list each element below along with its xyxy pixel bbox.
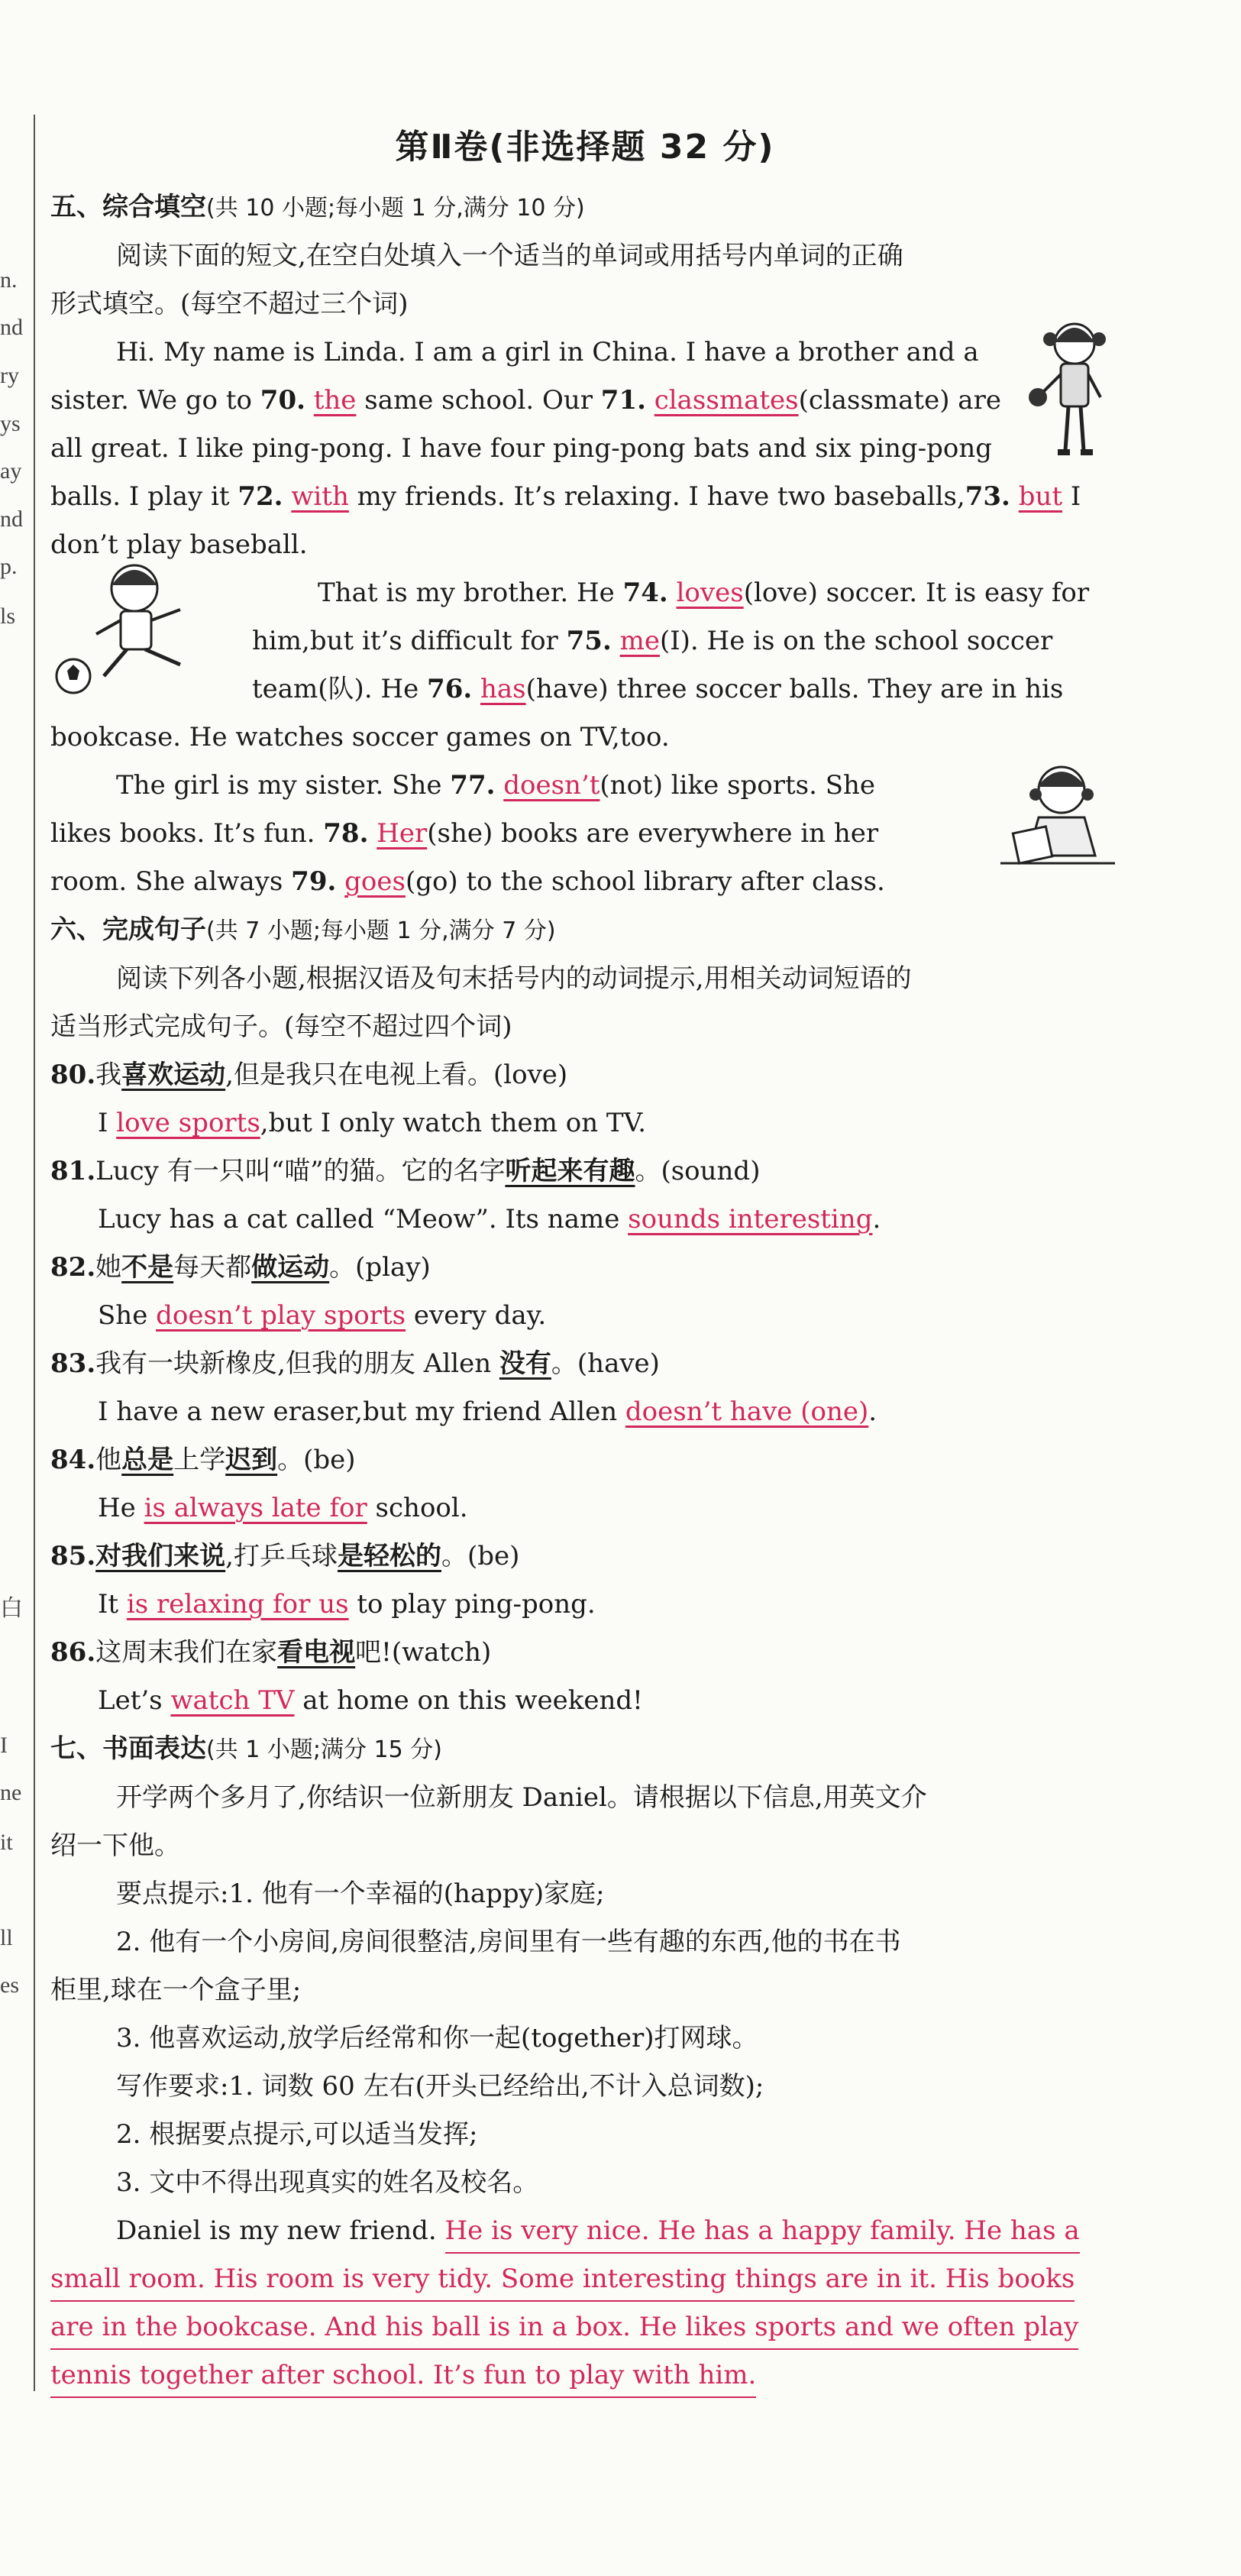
answer-80: love sports <box>116 1108 260 1138</box>
margin-fragment: nd <box>0 315 23 340</box>
essay-line <box>50 2303 1120 2351</box>
essay-line: Daniel is my new friend. He is very nice. He has a happy family. He has a <box>50 2207 1120 2255</box>
margin-fragment: ls <box>0 604 16 629</box>
question-86-answer-line: Let’s watch TV at home on this weekend! <box>98 1685 643 1716</box>
section-5-instruction: 形式填空。(每空不超过三个词) <box>50 289 409 319</box>
essay-line <box>50 2255 1120 2303</box>
section-6-instruction: 阅读下列各小题,根据汉语及句末括号内的动词提示,用相关动词短语的 <box>116 963 912 994</box>
answer-74: loves <box>676 578 744 608</box>
question-83-answer-line: I have a new eraser,but my friend Allen doesn’t have (one). <box>98 1396 877 1427</box>
answer-70: the <box>313 385 357 416</box>
answer-72: with <box>291 481 349 512</box>
question-83-prompt: 83.我有一块新橡皮,但我的朋友 Allen 没有。(have) <box>50 1348 660 1379</box>
answer-86: watch TV <box>170 1685 295 1716</box>
margin-fragment: ys <box>0 411 21 436</box>
answer-81: sounds interesting <box>628 1204 873 1235</box>
section-7-intro: 开学两个多月了,你结识一位新朋友 Daniel。请根据以下信息,用英文介 <box>116 1782 927 1813</box>
margin-fragment: ll <box>0 1925 13 1950</box>
margin-fragment: ne <box>0 1780 22 1805</box>
margin-fragment: ry <box>0 363 19 388</box>
margin-fragment: n. <box>0 267 18 293</box>
essay-answer: He is very nice. He has a happy family. He has a <box>445 2209 1080 2254</box>
section-7-intro: 绍一下他。 <box>50 1830 180 1861</box>
margin-fragment: 白 <box>0 1596 23 1621</box>
writing-requirement: 写作要求:1. 词数 60 左右(开头已经给出,不计入总词数); <box>116 2071 764 2102</box>
section-6-instruction: 适当形式完成句子。(每空不超过四个词) <box>50 1011 512 1042</box>
question-82-prompt: 82.她不是每天都做运动。(play) <box>50 1252 431 1283</box>
essay-answer: are in the bookcase. And his ball is in a box. He likes sports and we often play <box>50 2306 1078 2350</box>
section-5-instruction: 阅读下面的短文,在空白处填入一个适当的单词或用括号内单词的正确 <box>116 241 903 271</box>
essay-answer: tennis together after school. It’s fun to play with him. <box>50 2354 756 2398</box>
section-7-heading: 七、书面表达(共 1 小题;满分 15 分) <box>50 1733 442 1764</box>
answer-82: doesn’t play sports <box>156 1300 406 1331</box>
question-80-answer-line: I love sports,but I only watch them on TV. <box>98 1108 646 1138</box>
margin-fragment: es <box>0 1972 19 1998</box>
writing-requirement: 3. 文中不得出现真实的姓名及校名。 <box>116 2167 539 2198</box>
writing-point: 柜里,球在一个盒子里; <box>50 1975 302 2005</box>
answer-77: doesn’t <box>503 770 600 801</box>
margin-fragment: nd <box>0 506 23 532</box>
margin-fragment: p. <box>0 554 18 579</box>
passage-line: him,but it’s difficult for 75. me(I). He is on the school soccer <box>252 626 1053 656</box>
answer-71: classmates <box>654 385 799 416</box>
question-84-answer-line: He is always late for school. <box>98 1493 468 1523</box>
answer-76: has <box>480 674 526 704</box>
passage-line: all great. I like ping-pong. I have four ping-pong bats and six ping-pong <box>50 433 993 464</box>
passage-line: The girl is my sister. She 77. doesn’t(not) like sports. She <box>116 770 876 801</box>
passage-line: balls. I play it 72. with my friends. It’s relaxing. I have two baseballs,73. but I <box>50 481 1081 512</box>
writing-point: 3. 他喜欢运动,放学后经常和你一起(together)打网球。 <box>116 2023 758 2053</box>
question-81-prompt: 81.Lucy 有一只叫“喵”的猫。它的名字听起来有趣。(sound) <box>50 1156 761 1186</box>
passage-line: likes books. It’s fun. 78. Her(she) books are everywhere in her <box>50 818 879 849</box>
answer-84: is always late for <box>144 1493 367 1523</box>
answer-75: me <box>619 626 660 656</box>
passage-line: don’t play baseball. <box>50 529 308 560</box>
margin-fragment: I <box>0 1733 8 1758</box>
writing-requirement: 2. 根据要点提示,可以适当发挥; <box>116 2119 478 2150</box>
answer-85: is relaxing for us <box>126 1589 349 1620</box>
question-85-answer-line: It is relaxing for us to play ping-pong. <box>98 1589 596 1620</box>
margin-fragment: it <box>0 1830 13 1855</box>
passage-line: bookcase. He watches soccer games on TV,too. <box>50 722 670 752</box>
writing-point: 2. 他有一个小房间,房间很整洁,房间里有一些有趣的东西,他的书在书 <box>116 1927 901 1957</box>
essay-answer: small room. His room is very tidy. Some interesting things are in it. His books <box>50 2257 1075 2302</box>
section-5-heading: 五、综合填空(共 10 小题;每小题 1 分,满分 10 分) <box>50 192 585 222</box>
passage-line: team(队). He 76. has(have) three soccer balls. They are in his <box>252 674 1064 704</box>
passage-line: sister. We go to 70. the same school. Our 71. classmates(classmate) are <box>50 385 1001 416</box>
passage-line: room. She always 79. goes(go) to the school library after class. <box>50 866 885 897</box>
question-86-prompt: 86.这周末我们在家看电视吧!(watch) <box>50 1637 492 1668</box>
question-85-prompt: 85.对我们来说,打乒乓球是轻松的。(be) <box>50 1541 520 1571</box>
passage-line: Hi. My name is Linda. I am a girl in China. I have a brother and a <box>116 337 979 367</box>
part-title: 第Ⅱ卷(非选择题 32 分) <box>395 128 775 167</box>
answer-73: but <box>1018 481 1063 512</box>
question-81-answer-line: Lucy has a cat called “Meow”. Its name sounds interesting. <box>98 1204 881 1235</box>
passage-line: That is my brother. He 74. loves(love) soccer. It is easy for <box>318 578 1090 608</box>
page-content <box>50 115 1120 2400</box>
question-84-prompt: 84.他总是上学迟到。(be) <box>50 1445 356 1475</box>
question-82-answer-line: She doesn’t play sports every day. <box>98 1300 547 1331</box>
answer-79: goes <box>344 866 406 897</box>
answer-83: doesn’t have (one) <box>625 1396 869 1427</box>
question-80-prompt: 80.我喜欢运动,但是我只在电视上看。(love) <box>50 1060 568 1090</box>
margin-fragment: ay <box>0 458 22 484</box>
answer-78: Her <box>377 818 428 849</box>
writing-point: 要点提示:1. 他有一个幸福的(happy)家庭; <box>116 1879 605 1909</box>
page-margin-rule <box>34 115 35 2391</box>
section-6-heading: 六、完成句子(共 7 小题;每小题 1 分,满分 7 分) <box>50 914 556 945</box>
essay-line <box>50 2351 1120 2400</box>
